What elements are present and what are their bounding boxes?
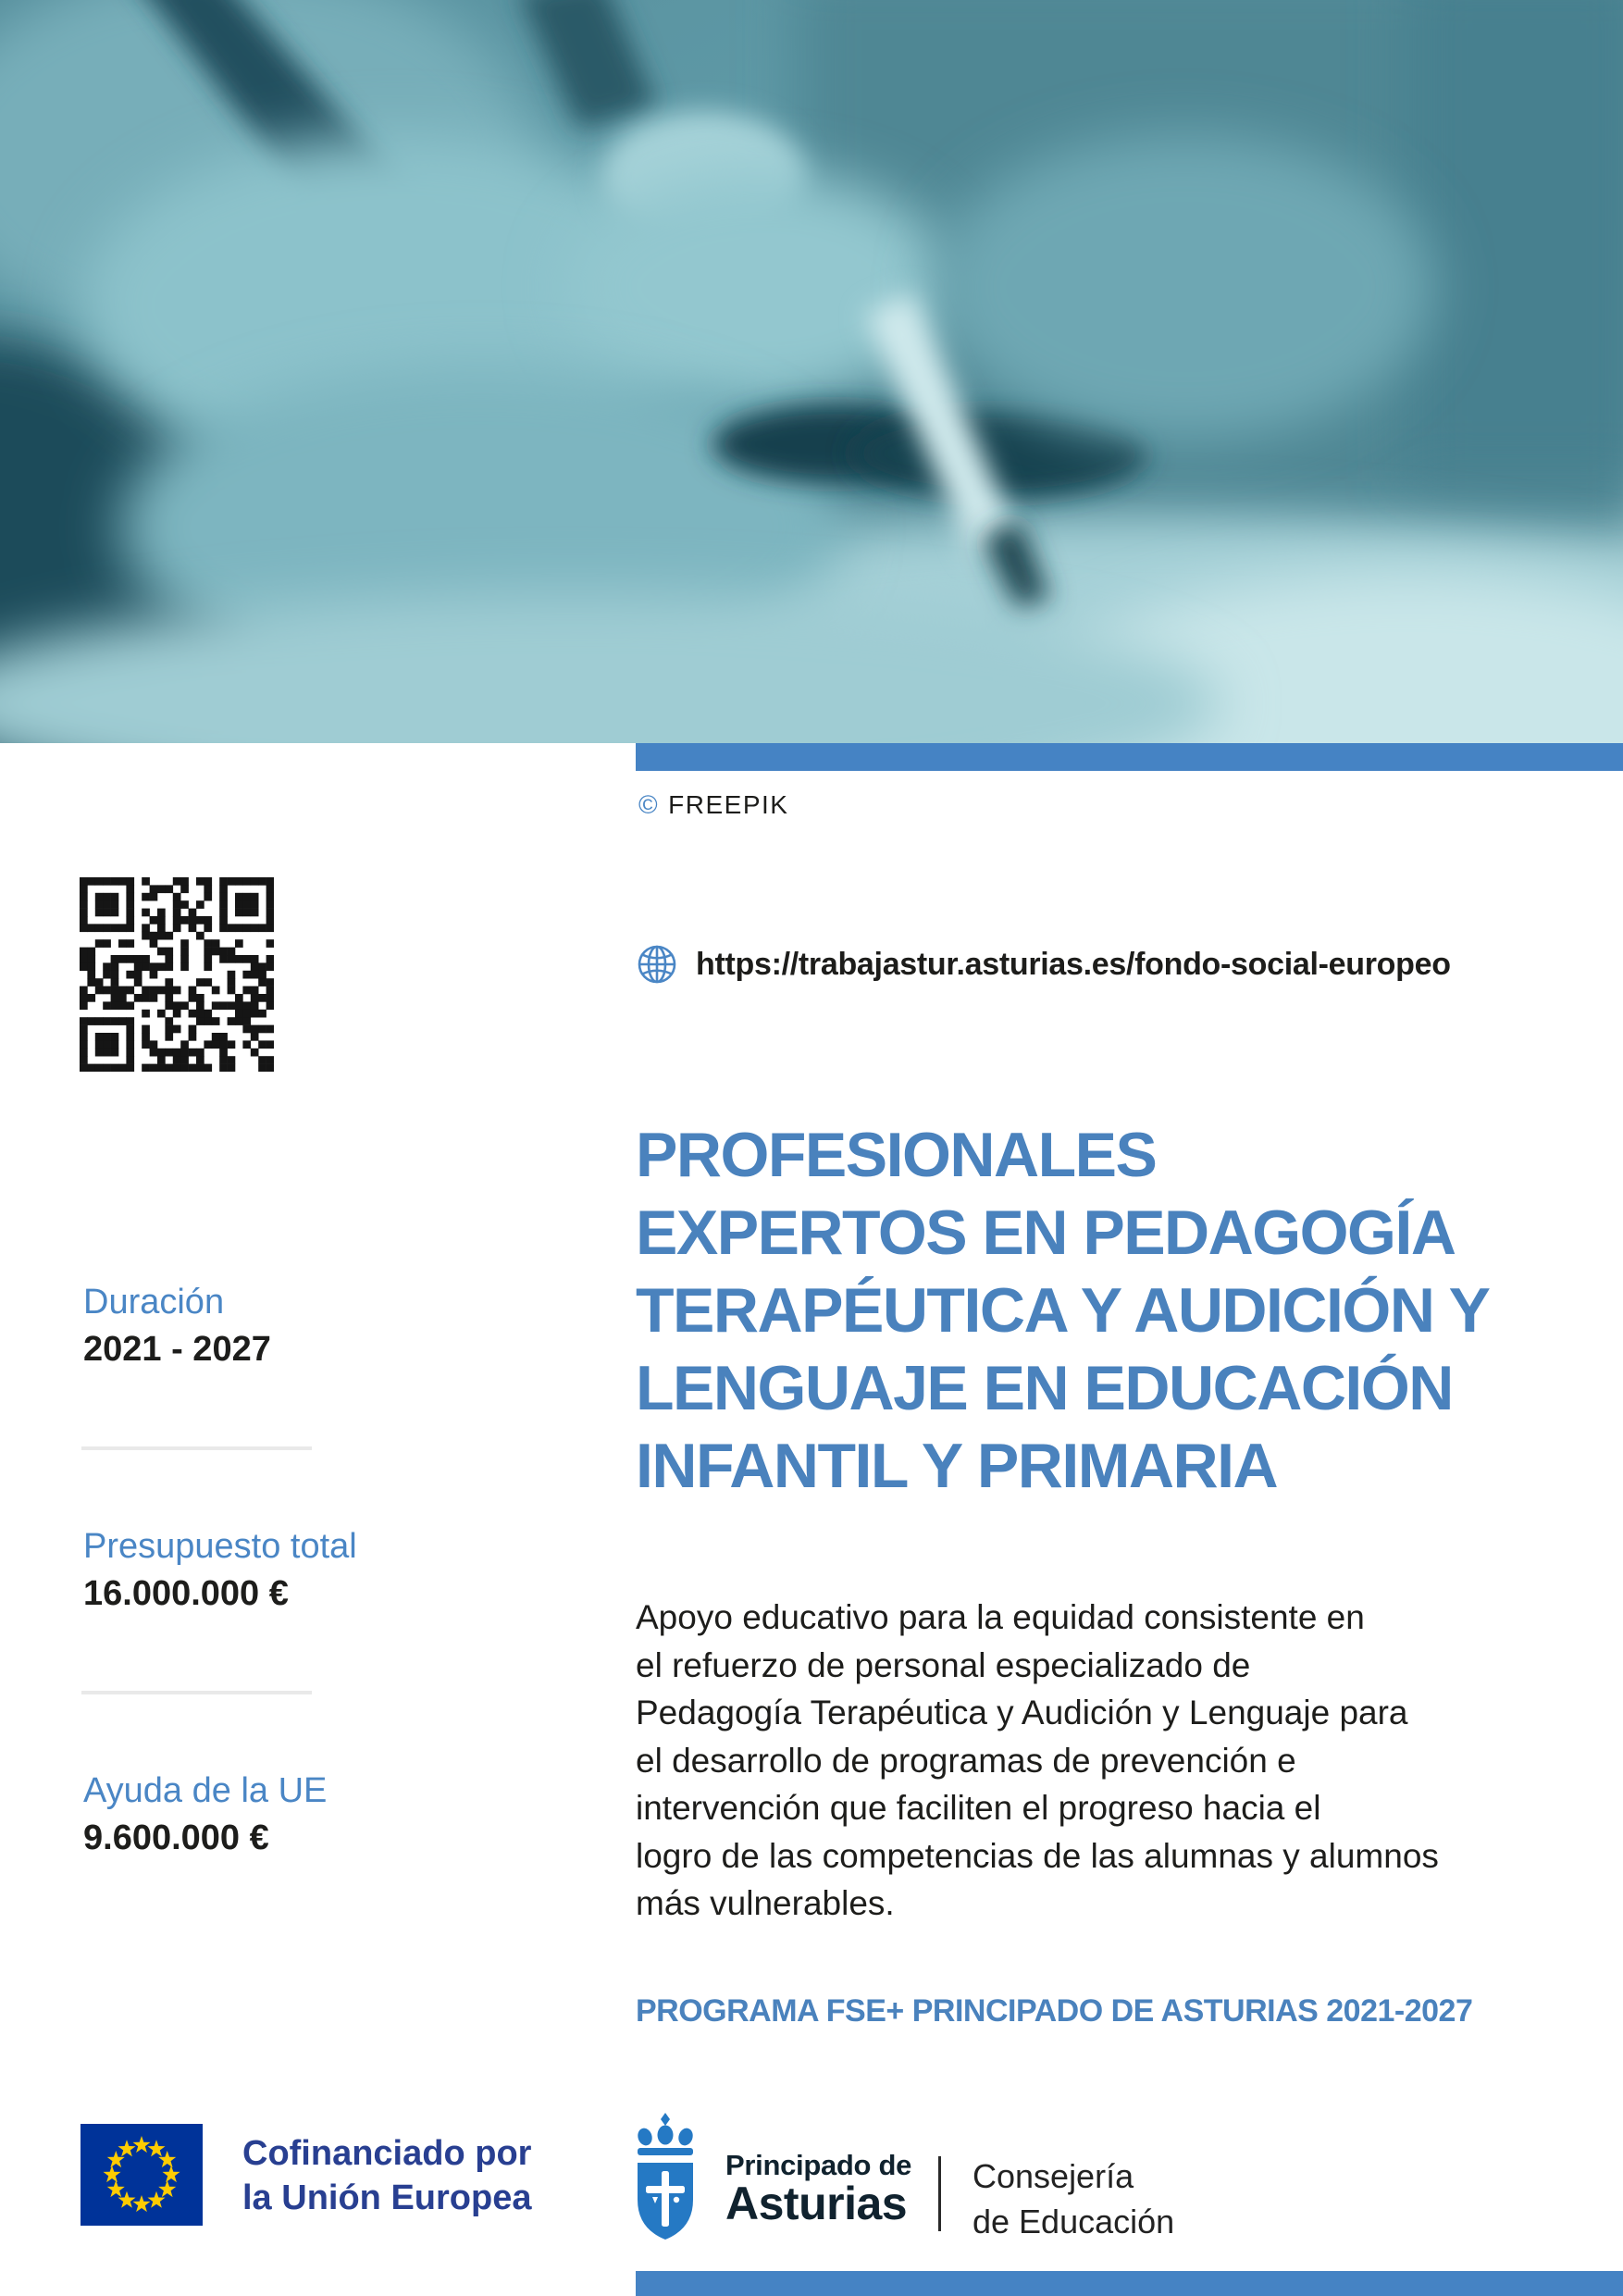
department-line-1: Consejería [973,2157,1134,2195]
stat-duration-label: Duración [83,1283,225,1322]
photo-accent-bar [636,743,1623,771]
bottom-accent-bar [636,2271,1623,2296]
qr-code [80,877,274,1072]
photo-credit-name: FREEPIK [668,790,789,819]
globe-icon [637,944,677,985]
program-label: PROGRAMA FSE+ PRINCIPADO DE ASTURIAS 2021-2027 [636,1993,1473,2029]
body-line: Apoyo educativo para la equidad consistente en [636,1598,1365,1636]
title-line: LENGUAJE EN EDUCACIÓN [636,1353,1453,1423]
eu-funding-line-1: Cofinanciado por [242,2134,532,2173]
hero-photo [0,0,1623,743]
title-line: EXPERTOS EN PEDAGOGÍA [636,1198,1456,1268]
hero-photo-illustration [0,0,1623,743]
body-line: el refuerzo de personal especializado de [636,1645,1251,1684]
title-line: INFANTIL Y PRIMARIA [636,1431,1278,1501]
eu-flag [81,2124,203,2226]
department-line-2: de Educación [973,2203,1175,2240]
eu-funding-line-2: la Unión Europea [242,2178,532,2217]
logo-divider [938,2156,941,2231]
stat-budget-value: 16.000.000 € [83,1574,289,1613]
copyright-symbol: © [638,790,660,819]
title-line: PROFESIONALES [636,1120,1157,1190]
body-line: logro de las competencias de las alumnas y alumnos [636,1836,1439,1875]
asturias-shield-icon [633,2112,698,2240]
website-row[interactable] [637,944,1451,985]
stat-divider [81,1446,312,1450]
stat-budget-label: Presupuesto total [83,1527,357,1566]
page-title [636,1116,1623,1505]
website-url[interactable]: https://trabajastur.asturias.es/fondo-social-europeo [696,946,1451,982]
asturias-brand-small: Principado de [725,2149,912,2181]
title-line: TERAPÉUTICA Y AUDICIÓN Y [636,1275,1490,1346]
stat-eu-aid-value: 9.600.000 € [83,1818,269,1857]
body-line: intervención que faciliten el progreso hacia el [636,1789,1321,1827]
body-line: más vulnerables. [636,1884,895,1922]
photo-credit [638,790,788,820]
stat-eu-aid-label: Ayuda de la UE [83,1771,328,1810]
body-line: Pedagogía Terapéutica y Audición y Lenguaje para [636,1694,1408,1731]
body-paragraph [636,1594,1598,1928]
asturias-brand-large: Asturias [725,2178,908,2229]
stat-divider [81,1691,312,1694]
eu-funding-text [242,2131,531,2220]
body-line: el desarrollo de programas de prevención e [636,1741,1296,1780]
stat-duration-value: 2021 - 2027 [83,1330,271,1369]
department-text [973,2153,1174,2244]
